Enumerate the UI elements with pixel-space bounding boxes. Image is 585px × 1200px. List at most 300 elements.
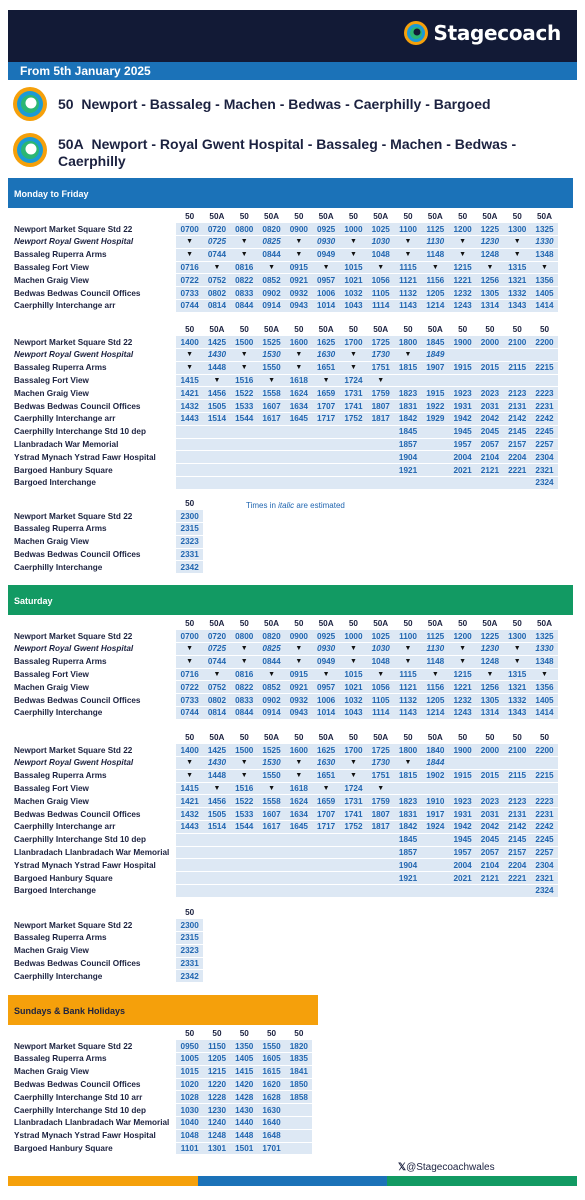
- time-cell: [449, 477, 476, 490]
- stop-name: Machen Graig View: [12, 1065, 176, 1078]
- time-cell: 1205: [203, 1053, 230, 1066]
- time-cell: [203, 833, 230, 846]
- header-spacer: [12, 497, 176, 510]
- time-cell: 0925: [312, 223, 339, 236]
- time-cell: 2157: [504, 438, 531, 451]
- time-cell: 1020: [176, 1078, 203, 1091]
- not-served-arrow-icon: ▼: [258, 782, 285, 795]
- stop-name: Caerphilly Interchange Std 10 arr: [12, 1091, 176, 1104]
- time-cell: 0852: [258, 274, 285, 287]
- time-cell: 1048: [367, 248, 394, 261]
- time-cell: 2004: [449, 859, 476, 872]
- stop-name: Caerphilly Interchange arr: [12, 300, 176, 313]
- time-cell: 1624: [285, 795, 312, 808]
- time-cell: [285, 451, 312, 464]
- time-cell: 0722: [176, 274, 203, 287]
- table-row: [12, 630, 558, 643]
- time-cell: 0820: [258, 223, 285, 236]
- time-cell: 0725: [203, 643, 230, 656]
- time-cell: 0914: [258, 300, 285, 313]
- not-served-arrow-icon: ▼: [340, 349, 367, 362]
- table-row: [12, 438, 558, 451]
- time-cell: 1630: [258, 1104, 285, 1117]
- time-cell: [203, 885, 230, 898]
- time-cell: 2031: [476, 400, 503, 413]
- time-cell: [422, 438, 449, 451]
- time-cell: 2000: [476, 744, 503, 757]
- not-served-arrow-icon: ▼: [176, 643, 203, 656]
- service-header-row: [12, 210, 558, 223]
- route-heading-50a: [12, 132, 538, 170]
- time-cell: 0844: [231, 300, 258, 313]
- time-cell: 1300: [504, 630, 531, 643]
- time-cell: 1300: [504, 223, 531, 236]
- service-number: 50: [504, 323, 531, 336]
- time-cell: 1232: [449, 287, 476, 300]
- time-cell: 0733: [176, 287, 203, 300]
- time-cell: [231, 451, 258, 464]
- time-cell: [312, 451, 339, 464]
- time-cell: 0914: [258, 707, 285, 720]
- time-cell: [422, 872, 449, 885]
- time-cell: 2015: [476, 361, 503, 374]
- time-cell: 2023: [476, 387, 503, 400]
- table-row: [12, 261, 558, 274]
- table-row: [12, 859, 558, 872]
- time-cell: 2245: [531, 425, 558, 438]
- time-cell: [504, 757, 531, 770]
- time-cell: 1305: [476, 287, 503, 300]
- time-cell: [531, 349, 558, 362]
- route-50a-icon: [12, 132, 48, 168]
- time-cell: [285, 1104, 312, 1117]
- time-cell: 1000: [340, 223, 367, 236]
- time-cell: 0932: [285, 287, 312, 300]
- time-cell: 1330: [531, 236, 558, 249]
- service-number: 50: [231, 1027, 258, 1040]
- time-cell: 1420: [231, 1078, 258, 1091]
- time-cell: 0816: [231, 668, 258, 681]
- time-cell: 0820: [258, 630, 285, 643]
- time-cell: [203, 438, 230, 451]
- time-cell: [340, 846, 367, 859]
- time-cell: 2100: [504, 744, 531, 757]
- time-cell: 1505: [203, 808, 230, 821]
- time-cell: 1651: [312, 769, 339, 782]
- time-cell: 1835: [285, 1053, 312, 1066]
- time-cell: 2157: [504, 846, 531, 859]
- stop-name: Machen Graig View: [12, 795, 176, 808]
- time-cell: 2231: [531, 400, 558, 413]
- time-cell: [312, 833, 339, 846]
- time-cell: 1343: [504, 707, 531, 720]
- header-spacer: [12, 210, 176, 223]
- time-cell: 1921: [394, 464, 421, 477]
- timetable-weekday-morning: [12, 210, 558, 313]
- time-cell: 0733: [176, 694, 203, 707]
- stop-name: Llanbradach Llanbradach War Memorial: [12, 846, 176, 859]
- time-cell: 1101: [176, 1142, 203, 1155]
- time-cell: 2300: [176, 510, 203, 523]
- time-cell: [476, 374, 503, 387]
- time-cell: 1256: [476, 274, 503, 287]
- time-cell: 1400: [176, 336, 203, 349]
- time-cell: [258, 425, 285, 438]
- time-cell: 1550: [258, 769, 285, 782]
- time-cell: 0902: [258, 287, 285, 300]
- time-cell: [312, 846, 339, 859]
- time-cell: 2223: [531, 795, 558, 808]
- time-cell: 1225: [476, 223, 503, 236]
- time-cell: 1500: [231, 744, 258, 757]
- time-cell: [176, 477, 203, 490]
- not-served-arrow-icon: ▼: [285, 643, 312, 656]
- table-row: [12, 1104, 312, 1117]
- time-cell: 0844: [258, 248, 285, 261]
- time-cell: 1015: [176, 1065, 203, 1078]
- service-number: 50: [258, 1027, 285, 1040]
- time-cell: 1100: [394, 630, 421, 643]
- not-served-arrow-icon: ▼: [340, 655, 367, 668]
- service-header-row: [12, 1027, 312, 1040]
- time-cell: [367, 438, 394, 451]
- time-cell: [312, 438, 339, 451]
- time-cell: 2321: [531, 464, 558, 477]
- time-cell: 1525: [258, 336, 285, 349]
- time-cell: 1405: [531, 694, 558, 707]
- not-served-arrow-icon: ▼: [367, 782, 394, 795]
- table-row: [12, 336, 558, 349]
- time-cell: 1815: [394, 361, 421, 374]
- time-cell: 1006: [312, 287, 339, 300]
- table-row: [12, 643, 558, 656]
- table-row: [12, 1040, 312, 1053]
- time-cell: 1448: [203, 769, 230, 782]
- time-cell: 1724: [340, 374, 367, 387]
- time-cell: 2123: [504, 387, 531, 400]
- time-cell: [231, 464, 258, 477]
- time-cell: 1421: [176, 795, 203, 808]
- time-cell: 0720: [203, 223, 230, 236]
- time-cell: 1923: [449, 795, 476, 808]
- stop-name: Bassaleg Ruperra Arms: [12, 769, 176, 782]
- time-cell: [176, 438, 203, 451]
- table-row: [12, 1142, 312, 1155]
- service-number: 50A: [203, 731, 230, 744]
- service-number: 50A: [367, 210, 394, 223]
- time-cell: 1048: [367, 655, 394, 668]
- time-cell: 1132: [394, 287, 421, 300]
- time-cell: 1759: [367, 387, 394, 400]
- time-cell: 0921: [285, 274, 312, 287]
- time-cell: 2204: [504, 859, 531, 872]
- service-number: 50A: [531, 210, 558, 223]
- route-number: 50: [58, 96, 74, 112]
- not-served-arrow-icon: ▼: [340, 361, 367, 374]
- timetable-saturday-morning: [12, 617, 558, 720]
- time-cell: 1931: [449, 808, 476, 821]
- time-cell: 1759: [367, 795, 394, 808]
- time-cell: [367, 872, 394, 885]
- route-heading-50: [12, 86, 491, 122]
- time-cell: 1501: [231, 1142, 258, 1155]
- time-cell: 1448: [203, 361, 230, 374]
- time-cell: [285, 1129, 312, 1142]
- table-row: [12, 1065, 312, 1078]
- time-cell: 1544: [231, 821, 258, 834]
- service-number: 50: [231, 617, 258, 630]
- time-cell: 1942: [449, 413, 476, 426]
- time-cell: [176, 464, 203, 477]
- time-cell: 1343: [504, 300, 531, 313]
- time-cell: 0822: [231, 274, 258, 287]
- time-cell: 0930: [312, 236, 339, 249]
- time-cell: 2257: [531, 438, 558, 451]
- time-cell: 1348: [531, 248, 558, 261]
- time-cell: 1530: [258, 757, 285, 770]
- time-cell: [231, 438, 258, 451]
- time-cell: [422, 782, 449, 795]
- header-spacer: [12, 323, 176, 336]
- service-number: 50A: [531, 617, 558, 630]
- time-cell: 0814: [203, 300, 230, 313]
- time-cell: 1325: [531, 223, 558, 236]
- time-cell: 0852: [258, 681, 285, 694]
- time-cell: 1617: [258, 821, 285, 834]
- time-cell: 1645: [285, 821, 312, 834]
- stop-name: Newport Market Square Std 22: [12, 630, 176, 643]
- time-cell: [203, 425, 230, 438]
- time-cell: [312, 425, 339, 438]
- time-cell: [394, 374, 421, 387]
- time-cell: 1315: [504, 668, 531, 681]
- section-header-saturday: [8, 585, 573, 615]
- time-cell: 1558: [258, 795, 285, 808]
- time-cell: 2031: [476, 808, 503, 821]
- time-cell: 1121: [394, 681, 421, 694]
- time-cell: 1628: [258, 1091, 285, 1104]
- time-cell: [312, 859, 339, 872]
- service-header-row: [12, 323, 558, 336]
- time-cell: [340, 438, 367, 451]
- time-cell: 1221: [449, 274, 476, 287]
- time-cell: 1350: [231, 1040, 258, 1053]
- table-row: [12, 769, 558, 782]
- time-cell: 1945: [449, 833, 476, 846]
- time-cell: 1923: [449, 387, 476, 400]
- time-cell: [476, 757, 503, 770]
- social-handle[interactable]: 𝕏@Stagecoachwales: [398, 1162, 495, 1173]
- not-served-arrow-icon: ▼: [231, 349, 258, 362]
- table-row: [12, 668, 558, 681]
- route-label: [58, 96, 491, 113]
- time-cell: 1850: [285, 1078, 312, 1091]
- time-cell: [340, 885, 367, 898]
- not-served-arrow-icon: ▼: [203, 374, 230, 387]
- time-cell: 0800: [231, 223, 258, 236]
- time-cell: [367, 885, 394, 898]
- service-header-row: [12, 497, 203, 510]
- time-cell: 1150: [203, 1040, 230, 1053]
- time-cell: 1132: [394, 694, 421, 707]
- time-cell: 1842: [394, 821, 421, 834]
- table-row: [12, 374, 558, 387]
- time-cell: [176, 451, 203, 464]
- table-row: [12, 944, 203, 957]
- time-cell: 1845: [394, 833, 421, 846]
- not-served-arrow-icon: ▼: [504, 236, 531, 249]
- time-cell: 1248: [203, 1129, 230, 1142]
- stop-name: Caerphilly Interchange Std 10 dep: [12, 833, 176, 846]
- time-cell: 1525: [258, 744, 285, 757]
- not-served-arrow-icon: ▼: [422, 261, 449, 274]
- not-served-arrow-icon: ▼: [231, 643, 258, 656]
- time-cell: 1425: [203, 744, 230, 757]
- table-row: [12, 707, 558, 720]
- time-cell: 1021: [340, 274, 367, 287]
- x-icon: 𝕏: [398, 1162, 407, 1173]
- service-number: 50A: [312, 323, 339, 336]
- time-cell: 1630: [312, 757, 339, 770]
- time-cell: [203, 464, 230, 477]
- time-cell: [258, 846, 285, 859]
- table-row: [12, 957, 203, 970]
- time-cell: 1005: [176, 1053, 203, 1066]
- stop-name: Caerphilly Interchange: [12, 707, 176, 720]
- time-cell: 1421: [176, 387, 203, 400]
- time-cell: 0915: [285, 668, 312, 681]
- stop-name: Bassaleg Fort View: [12, 782, 176, 795]
- footer-stripe-orange: [8, 1176, 198, 1186]
- not-served-arrow-icon: ▼: [367, 261, 394, 274]
- time-cell: 2104: [476, 451, 503, 464]
- time-cell: 2245: [531, 833, 558, 846]
- route-number: 50A: [58, 136, 84, 152]
- time-cell: 1230: [476, 236, 503, 249]
- time-cell: 1651: [312, 361, 339, 374]
- time-cell: 1630: [312, 349, 339, 362]
- table-row: [12, 821, 558, 834]
- time-cell: 0915: [285, 261, 312, 274]
- time-cell: [312, 464, 339, 477]
- not-served-arrow-icon: ▼: [504, 643, 531, 656]
- not-served-arrow-icon: ▼: [285, 349, 312, 362]
- time-cell: 2045: [476, 833, 503, 846]
- time-cell: 1314: [476, 300, 503, 313]
- stop-name: Caerphilly Interchange arr: [12, 821, 176, 834]
- time-cell: 1348: [531, 655, 558, 668]
- time-cell: 2315: [176, 932, 203, 945]
- time-cell: [203, 846, 230, 859]
- time-cell: 0814: [203, 707, 230, 720]
- time-cell: 1115: [394, 668, 421, 681]
- time-cell: 1200: [449, 223, 476, 236]
- time-cell: [312, 872, 339, 885]
- not-served-arrow-icon: ▼: [449, 236, 476, 249]
- footer-stripe-blue: [198, 1176, 388, 1186]
- time-cell: 1330: [531, 643, 558, 656]
- service-number: 50: [476, 323, 503, 336]
- time-cell: 1752: [340, 821, 367, 834]
- time-cell: 1200: [449, 630, 476, 643]
- service-number: 50: [285, 1027, 312, 1040]
- timetable-weekday-late: [12, 497, 203, 574]
- time-cell: 2257: [531, 846, 558, 859]
- time-cell: 1514: [203, 821, 230, 834]
- time-cell: 0744: [203, 248, 230, 261]
- service-number: 50: [531, 731, 558, 744]
- time-cell: [258, 438, 285, 451]
- time-cell: 2131: [504, 808, 531, 821]
- not-served-arrow-icon: ▼: [285, 236, 312, 249]
- not-served-arrow-icon: ▼: [340, 236, 367, 249]
- time-cell: [258, 451, 285, 464]
- not-served-arrow-icon: ▼: [203, 668, 230, 681]
- time-cell: [504, 349, 531, 362]
- time-cell: 1025: [367, 223, 394, 236]
- not-served-arrow-icon: ▼: [394, 655, 421, 668]
- not-served-arrow-icon: ▼: [476, 261, 503, 274]
- time-cell: 1558: [258, 387, 285, 400]
- not-served-arrow-icon: ▼: [231, 248, 258, 261]
- time-cell: 1315: [504, 261, 531, 274]
- time-cell: 1230: [476, 643, 503, 656]
- time-cell: [285, 477, 312, 490]
- route-description: Newport - Royal Gwent Hospital - Bassaleg - Machen - Bedwas - Caerphilly: [58, 136, 517, 169]
- service-number: 50: [340, 210, 367, 223]
- table-row: [12, 451, 558, 464]
- time-cell: [258, 885, 285, 898]
- time-cell: 1021: [340, 681, 367, 694]
- time-cell: 1857: [394, 438, 421, 451]
- stop-name: Bargoed Interchange: [12, 885, 176, 898]
- time-cell: 1040: [176, 1117, 203, 1130]
- time-cell: [449, 782, 476, 795]
- time-cell: 1114: [367, 707, 394, 720]
- time-cell: 0833: [231, 287, 258, 300]
- time-cell: 1100: [394, 223, 421, 236]
- stop-name: Bassaleg Ruperra Arms: [12, 523, 176, 536]
- time-cell: 0900: [285, 630, 312, 643]
- service-number: 50: [449, 617, 476, 630]
- stop-name: Caerphilly Interchange Std 10 dep: [12, 1104, 176, 1117]
- not-served-arrow-icon: ▼: [285, 248, 312, 261]
- time-cell: [285, 1117, 312, 1130]
- time-cell: 1130: [422, 643, 449, 656]
- time-cell: [258, 477, 285, 490]
- time-cell: 0825: [258, 236, 285, 249]
- time-cell: 2242: [531, 413, 558, 426]
- time-cell: 2323: [176, 944, 203, 957]
- service-number: 50: [340, 617, 367, 630]
- time-cell: [258, 833, 285, 846]
- time-cell: 2215: [531, 361, 558, 374]
- not-served-arrow-icon: ▼: [394, 248, 421, 261]
- time-cell: 1831: [394, 400, 421, 413]
- stop-name: Bedwas Bedwas Council Offices: [12, 694, 176, 707]
- time-cell: 1248: [476, 655, 503, 668]
- time-cell: 1741: [340, 808, 367, 821]
- time-cell: 0725: [203, 236, 230, 249]
- table-row: [12, 287, 558, 300]
- time-cell: [312, 477, 339, 490]
- service-number: 50: [285, 617, 312, 630]
- table-row: [12, 425, 558, 438]
- time-cell: 2204: [504, 451, 531, 464]
- time-cell: 1707: [312, 400, 339, 413]
- time-cell: 2145: [504, 833, 531, 846]
- time-cell: 2042: [476, 413, 503, 426]
